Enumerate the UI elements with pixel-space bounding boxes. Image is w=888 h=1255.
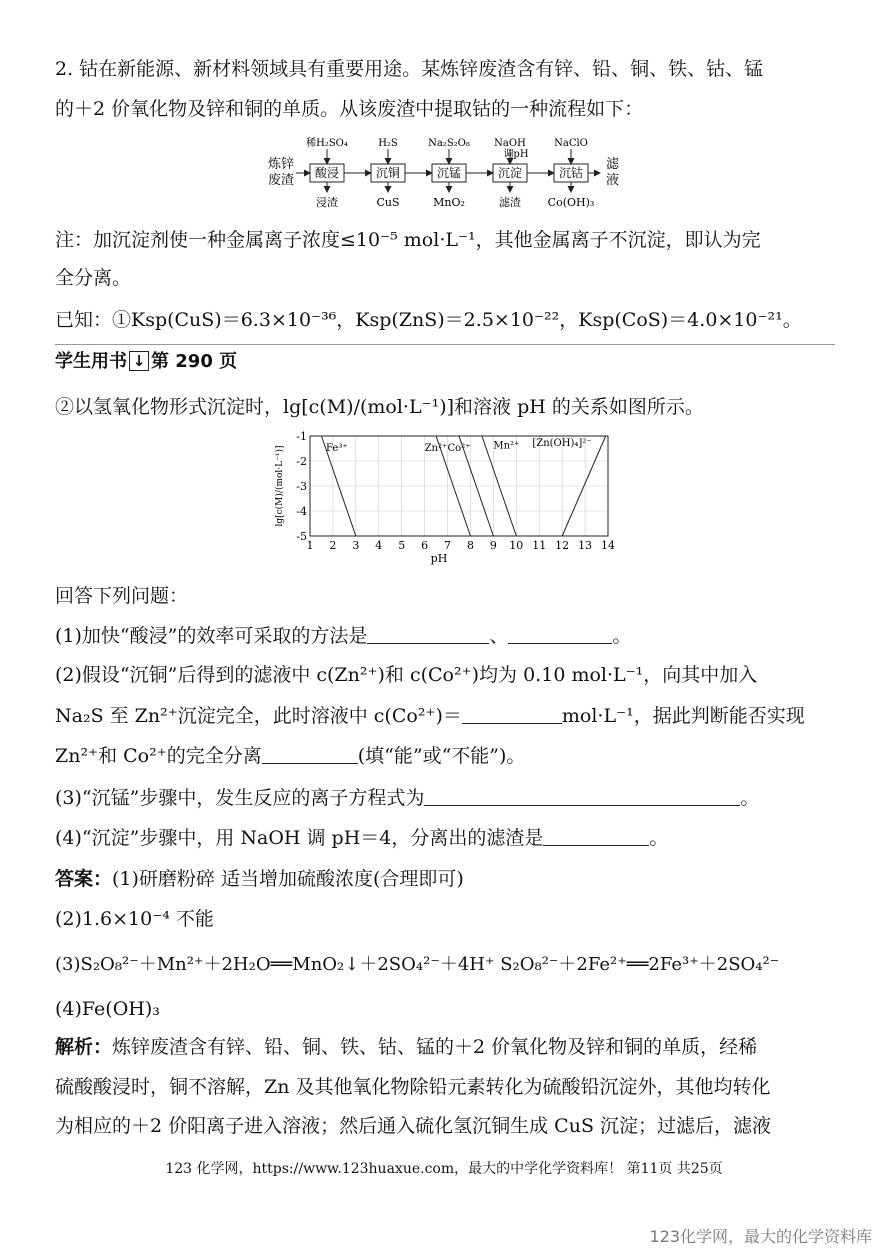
x-tick-label: 7 [444,539,452,552]
q2-line-3 [55,743,848,769]
answer-3: (3)S₂O₈²⁻＋Mn²⁺＋2H₂O══MnO₂↓＋2SO₄²⁻＋4H⁺ S₂O₈²⁻＋2Fe²⁺══2Fe³⁺＋2SO₄²⁻ [55,954,780,975]
flow-box-label: 沉淀 [497,166,523,180]
flow-box-label: 酸浸 [314,166,340,180]
x-tick-label: 2 [329,539,337,552]
flow-product: CuS [376,196,400,209]
q1-text: (1)加快“酸浸”的效率可采取的方法是 [55,625,368,647]
analysis-line-1 [55,1034,848,1060]
down-arrow-icon: ↓ [129,351,149,371]
flow-steps [296,136,600,209]
q1 [55,623,848,649]
answer-2: (2)1.6×10⁻⁴ 不能 [55,908,214,930]
x-tick-label: 6 [421,539,429,552]
y-tick-label: -2 [296,455,307,468]
flow-reagent: H₂S [378,138,398,149]
flow-reagent: NaClO [554,138,588,149]
q2-line-2a: Na₂S 至 Zn²⁺沉淀完全，此时溶液中 c(Co²⁺)＝ [55,705,462,727]
y-tick-label: -1 [296,430,307,443]
q2-blank-2[interactable] [262,745,358,764]
answer-label: 答案： [55,868,113,890]
note-line-2: 全分离。 [55,267,132,289]
flow-start-bottom: 废渣 [268,173,295,188]
answer-1: (1)研磨粉碎 适当增加硫酸浓度(合理即可) [112,868,464,890]
x-tick-label: 5 [398,539,406,552]
flow-reagent: Na₂S₂O₈ [428,138,470,149]
student-book-label: 学生用书 [55,351,127,372]
known-ksp: 已知：①Ksp(CuS)＝6.3×10⁻³⁶，Ksp(ZnS)＝2.5×10⁻²²，Ksp(CoS)＝4.0×10⁻²¹。 [55,309,802,331]
flow-box-label: 沉锰 [436,166,462,180]
q2-line-2 [55,703,848,729]
y-tick-label: -5 [296,530,307,543]
q3-end: 。 [740,787,760,809]
flow-end-top: 滤 [606,157,620,172]
page-footer: 123 化学网，https://www.123huaxue.com，最大的中学化学资料库！ 第11页 共25页 [165,1161,723,1177]
q4-end: 。 [649,827,669,849]
answer-prompt: 回答下列问题： [55,585,189,607]
flow-product: Co(OH)₃ [547,196,595,209]
x-tick-label: 11 [532,539,547,552]
q2-line-3a: Zn²⁺和 Co²⁺的完全分离 [55,745,262,767]
q4-blank[interactable] [543,827,649,846]
flow-product: 浸渣 [316,196,338,209]
known-2: ②以氢氧化物形式沉淀时，lg[c(M)/(mol·L⁻¹)]和溶液 pH 的关系如图所示。 [55,396,704,418]
q3-blank[interactable] [424,787,740,806]
q1-end: 。 [612,625,632,647]
x-tick-label: 8 [466,539,474,552]
q4 [55,825,848,851]
student-book-page: 第 290 页 [151,351,238,372]
analysis-line-2: 硫酸酸浸时，铜不溶解，Zn 及其他氧化物除铅元素转化为硫酸铅沉淀外，其他均转化 [55,1076,771,1098]
y-tick-label: -4 [296,505,307,518]
x-axis-label: pH [430,552,448,565]
analysis-text-1: 炼锌废渣含有锌、铅、铜、铁、钴、锰的＋2 价氧化物及锌和铜的单质，经稀 [112,1036,758,1058]
process-flow-diagram [262,134,632,214]
flow-box-label: 沉铜 [375,166,401,180]
note-line-1: 注：加沉淀剂使一种金属离子浓度≤10⁻⁵ mol·L⁻¹，其他金属离子不沉淀，即认为完 [55,229,761,251]
q3 [55,785,848,811]
y-tick-label: -3 [296,480,307,493]
question-line-1: 2. 钴在新能源、新材料领域具有重要用途。某炼锌废渣含有锌、铅、铜、铁、钴、锰 [55,58,764,80]
x-tick-label: 3 [352,539,360,552]
series-label: Mn²⁺ [493,440,520,452]
x-tick-label: 12 [555,539,570,552]
flow-end-bottom: 液 [606,173,620,188]
series-label: [Zn(OH)₄]²⁻ [532,438,592,449]
series-label: Co²⁺ [447,443,471,454]
analysis-label: 解析： [55,1036,113,1058]
precipitation-chart [270,428,620,570]
q2-line-2b: mol·L⁻¹，据此判断能否实现 [561,705,805,727]
answer-4: (4)Fe(OH)₃ [55,998,160,1020]
divider [55,344,835,345]
flow-product: MnO₂ [433,196,465,209]
series-label: Fe³⁺ [326,443,348,454]
watermark: 123化学网，最大的化学资料库 [649,1227,872,1246]
series-label: Zn²⁺ [424,443,448,454]
analysis-line-3: 为相应的＋2 价阳离子进入溶液；然后通入硫化氢沉铜生成 CuS 沉淀；过滤后，滤液 [55,1115,771,1137]
x-tick-label: 13 [578,539,593,552]
flow-start-top: 炼锌 [268,157,295,172]
student-book-ref [55,349,848,375]
q1-blank-2[interactable] [508,625,612,644]
flow-reagent: 稀H₂SO₄ [306,138,348,149]
q1-blank-1[interactable] [367,625,489,644]
q2-line-3b: (填“能”或“不能”)。 [357,745,526,767]
flow-reagent: NaOH [494,138,526,149]
q2-blank-1[interactable] [462,705,562,724]
q4-text: (4)“沉淀”步骤中，用 NaOH 调 pH＝4，分离出的滤渣是 [55,827,544,849]
q1-sep: 、 [489,625,509,647]
q3-text: (3)“沉锰”步骤中，发生反应的离子方程式为 [55,787,425,809]
x-tick-label: 14 [601,539,615,552]
x-tick-label: 9 [489,539,497,552]
question-line-2: 的＋2 价氧化物及锌和铜的单质。从该废渣中提取钴的一种流程如下： [55,98,644,120]
flow-product: 滤渣 [499,196,521,209]
flow-reagent-2: 调pH [503,149,529,160]
y-axis-label: lg[c(M)/(mol·L⁻¹)] [275,445,285,527]
x-tick-label: 10 [509,539,524,552]
x-tick-label: 4 [375,539,383,552]
answer-line-1 [55,866,848,892]
q2-line-1: (2)假设“沉铜”后得到的滤液中 c(Zn²⁺)和 c(Co²⁺)均为 0.10 mol·L⁻¹，向其中加入 [55,664,758,686]
x-tick-label: 1 [306,539,314,552]
flow-box-label: 沉钴 [558,166,584,180]
